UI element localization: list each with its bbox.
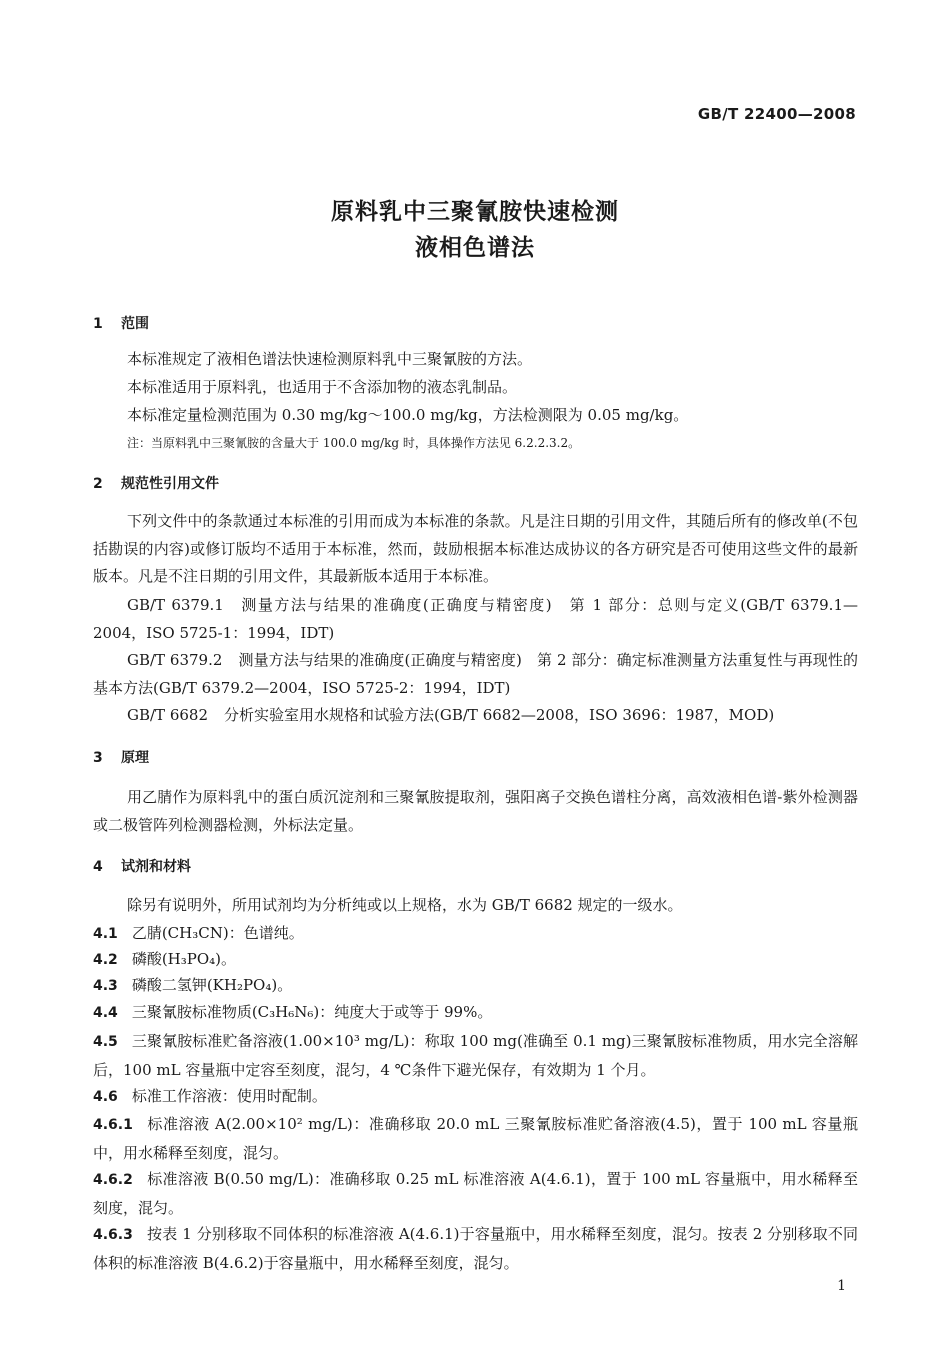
item-text: 标准工作溶液：使用时配制。 xyxy=(131,1087,327,1105)
item-text: 磷酸二氢钾(KH₂PO₄)。 xyxy=(131,976,293,994)
scope-note: 注：当原料乳中三聚氰胺的含量大于 100.0 mg/kg 时，具体操作方法见 6.2.2.3.2。 xyxy=(127,436,581,450)
reference-text: 测量方法与结果的准确度(正确度与精密度) 第 2 部分：确定标准测量方法重复性与再现性的基本方法(GB/T 6379.2—2004，ISO 5725-2：1994，IDT) xyxy=(93,651,858,697)
section-number: 1 xyxy=(93,316,103,332)
scope-paragraph-3: 本标准定量检测范围为 0.30 mg/kg～100.0 mg/kg，方法检测限为 0.05 mg/kg。 xyxy=(127,406,689,424)
reference-item xyxy=(93,592,858,647)
scope-paragraph-1: 本标准规定了液相色谱法快速检测原料乳中三聚氰胺的方法。 xyxy=(127,350,533,368)
reference-code: GB/T 6379.2 xyxy=(127,651,223,669)
section-title: 试剂和材料 xyxy=(121,859,191,875)
item-text: 乙腈(CH₃CN)：色谱纯。 xyxy=(131,924,304,942)
item-number: 4.2 xyxy=(93,952,118,968)
item-text: 三聚氰胺标准贮备溶液(1.00×10³ mg/L)：称取 100 mg(准确至 0.1 mg)三聚氰胺标准物质，用水完全溶解后，100 mL 容量瓶中定容至刻度，混匀，4 ℃条件下避光保存，有效期为 1 个月。 xyxy=(93,1032,858,1079)
item-number: 4.3 xyxy=(93,978,118,994)
item-text: 标准溶液 B(0.50 mg/L)：准确移取 0.25 mL 标准溶液 A(4.6.1)，置于 100 mL 容量瓶中，用水稀释至刻度，混匀。 xyxy=(93,1170,858,1217)
reference-text: 测量方法与结果的准确度(正确度与精密度) 第 1 部分：总则与定义(GB/T 6379.1—2004，ISO 5725-1：1994，IDT) xyxy=(93,596,858,642)
section-number: 3 xyxy=(93,750,103,766)
reagent-item xyxy=(93,946,858,975)
reference-code: GB/T 6379.1 xyxy=(127,596,224,614)
section-2-heading xyxy=(93,473,219,493)
reagents-intro: 除另有说明外，所用试剂均为分析纯或以上规格，水为 GB/T 6682 规定的一级水。 xyxy=(127,896,683,914)
reagent-item xyxy=(93,1166,858,1222)
principle-paragraph: 用乙腈作为原料乳中的蛋白质沉淀剂和三聚氰胺提取剂，强阳离子交换色谱柱分离，高效液相色谱-紫外检测器或二极管阵列检测器检测，外标法定量。 xyxy=(93,788,858,834)
reference-item xyxy=(93,647,858,702)
item-text: 按表 1 分别移取不同体积的标准溶液 A(4.6.1)于容量瓶中，用水稀释至刻度，混匀。按表 2 分别移取不同体积的标准溶液 B(4.6.2)于容量瓶中，用水稀释至刻度，混匀。 xyxy=(93,1225,858,1272)
reagent-item xyxy=(93,972,858,1001)
section-number: 2 xyxy=(93,476,103,492)
section-3-heading xyxy=(93,747,149,767)
item-number: 4.6 xyxy=(93,1089,118,1105)
reagent-item xyxy=(93,1028,858,1084)
item-number: 4.6.2 xyxy=(93,1172,133,1188)
scope-paragraph-2: 本标准适用于原料乳，也适用于不含添加物的液态乳制品。 xyxy=(127,378,518,396)
section-title: 原理 xyxy=(121,750,149,766)
item-number: 4.5 xyxy=(93,1034,118,1050)
item-number: 4.6.1 xyxy=(93,1117,133,1133)
reagent-item xyxy=(93,1221,858,1277)
reagent-item xyxy=(93,1083,858,1112)
item-text: 三聚氰胺标准物质(C₃H₆N₆)：纯度大于或等于 99%。 xyxy=(131,1003,493,1021)
item-number: 4.4 xyxy=(93,1005,118,1021)
section-4-heading xyxy=(93,856,191,876)
item-text: 磷酸(H₃PO₄)。 xyxy=(131,950,237,968)
title-line-1: 原料乳中三聚氰胺快速检测 xyxy=(331,199,619,225)
section-title: 范围 xyxy=(121,316,149,332)
reference-text: 分析实验室用水规格和试验方法(GB/T 6682—2008，ISO 3696：1987，MOD) xyxy=(224,706,775,724)
reference-code: GB/T 6682 xyxy=(127,706,209,724)
item-text: 标准溶液 A(2.00×10² mg/L)：准确移取 20.0 mL 三聚氰胺标准贮备溶液(4.5)，置于 100 mL 容量瓶中，用水稀释至刻度，混匀。 xyxy=(93,1115,858,1162)
section-1-heading xyxy=(93,313,149,333)
section-number: 4 xyxy=(93,859,103,875)
item-number: 4.1 xyxy=(93,926,118,942)
standard-code: GB/T 22400—2008 xyxy=(697,105,856,123)
title-line-2: 液相色谱法 xyxy=(415,235,535,261)
reagent-item xyxy=(93,920,858,949)
section-title: 规范性引用文件 xyxy=(121,476,219,492)
reagent-item xyxy=(93,1111,858,1167)
references-intro: 下列文件中的条款通过本标准的引用而成为本标准的条款。凡是注日期的引用文件，其随后所有的修改单(不包括勘误的内容)或修订版均不适用于本标准，然而，鼓励根据本标准达成协议的各方研究是否可使用这些文件的最新版本。凡是不注日期的引用文件，其最新版本适用于本标准。 xyxy=(93,512,858,585)
item-number: 4.6.3 xyxy=(93,1227,133,1243)
reference-item xyxy=(93,702,858,730)
reagent-item xyxy=(93,999,858,1028)
page-number: 1 xyxy=(837,1278,846,1294)
